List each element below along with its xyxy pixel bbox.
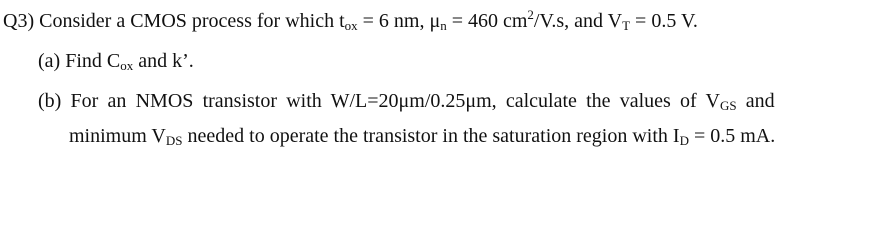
vds-subscript: DS bbox=[165, 133, 183, 148]
part-a-text: Find C bbox=[65, 50, 121, 72]
part-b-text: = 0.5 mA. bbox=[688, 125, 776, 147]
vgs-subscript: GS bbox=[719, 98, 737, 113]
part-b-text: minimum V bbox=[69, 125, 166, 147]
id-subscript: D bbox=[679, 133, 689, 148]
mun-subscript: n bbox=[440, 18, 447, 33]
cm-superscript: 2 bbox=[527, 7, 534, 22]
part-b-continuation bbox=[69, 124, 775, 148]
question-text: = 0.5 V. bbox=[630, 10, 698, 32]
cox-subscript: ox bbox=[120, 58, 134, 73]
question-text: = 460 cm bbox=[446, 10, 528, 32]
part-b-label: (b) bbox=[38, 90, 62, 112]
vt-subscript: T bbox=[622, 18, 631, 33]
part-b-text: needed to operate the transistor in the saturation region with I bbox=[182, 125, 680, 147]
part-b-text: For an NMOS transistor with W/L=20μm/0.25μm, calculate the values of V bbox=[70, 90, 720, 112]
tox-subscript: ox bbox=[344, 18, 358, 33]
part-a bbox=[38, 49, 194, 73]
question-number: Q3) bbox=[3, 10, 35, 32]
question-text: Consider a CMOS process for which t bbox=[39, 10, 345, 32]
part-a-text: and k’. bbox=[133, 50, 194, 72]
part-a-label: (a) bbox=[38, 50, 61, 72]
part-b-text: and bbox=[736, 90, 775, 112]
question-statement bbox=[3, 9, 698, 33]
question-text: /V.s, and V bbox=[533, 10, 623, 32]
question-text: = 6 nm, μ bbox=[357, 10, 441, 32]
part-b bbox=[38, 89, 775, 113]
